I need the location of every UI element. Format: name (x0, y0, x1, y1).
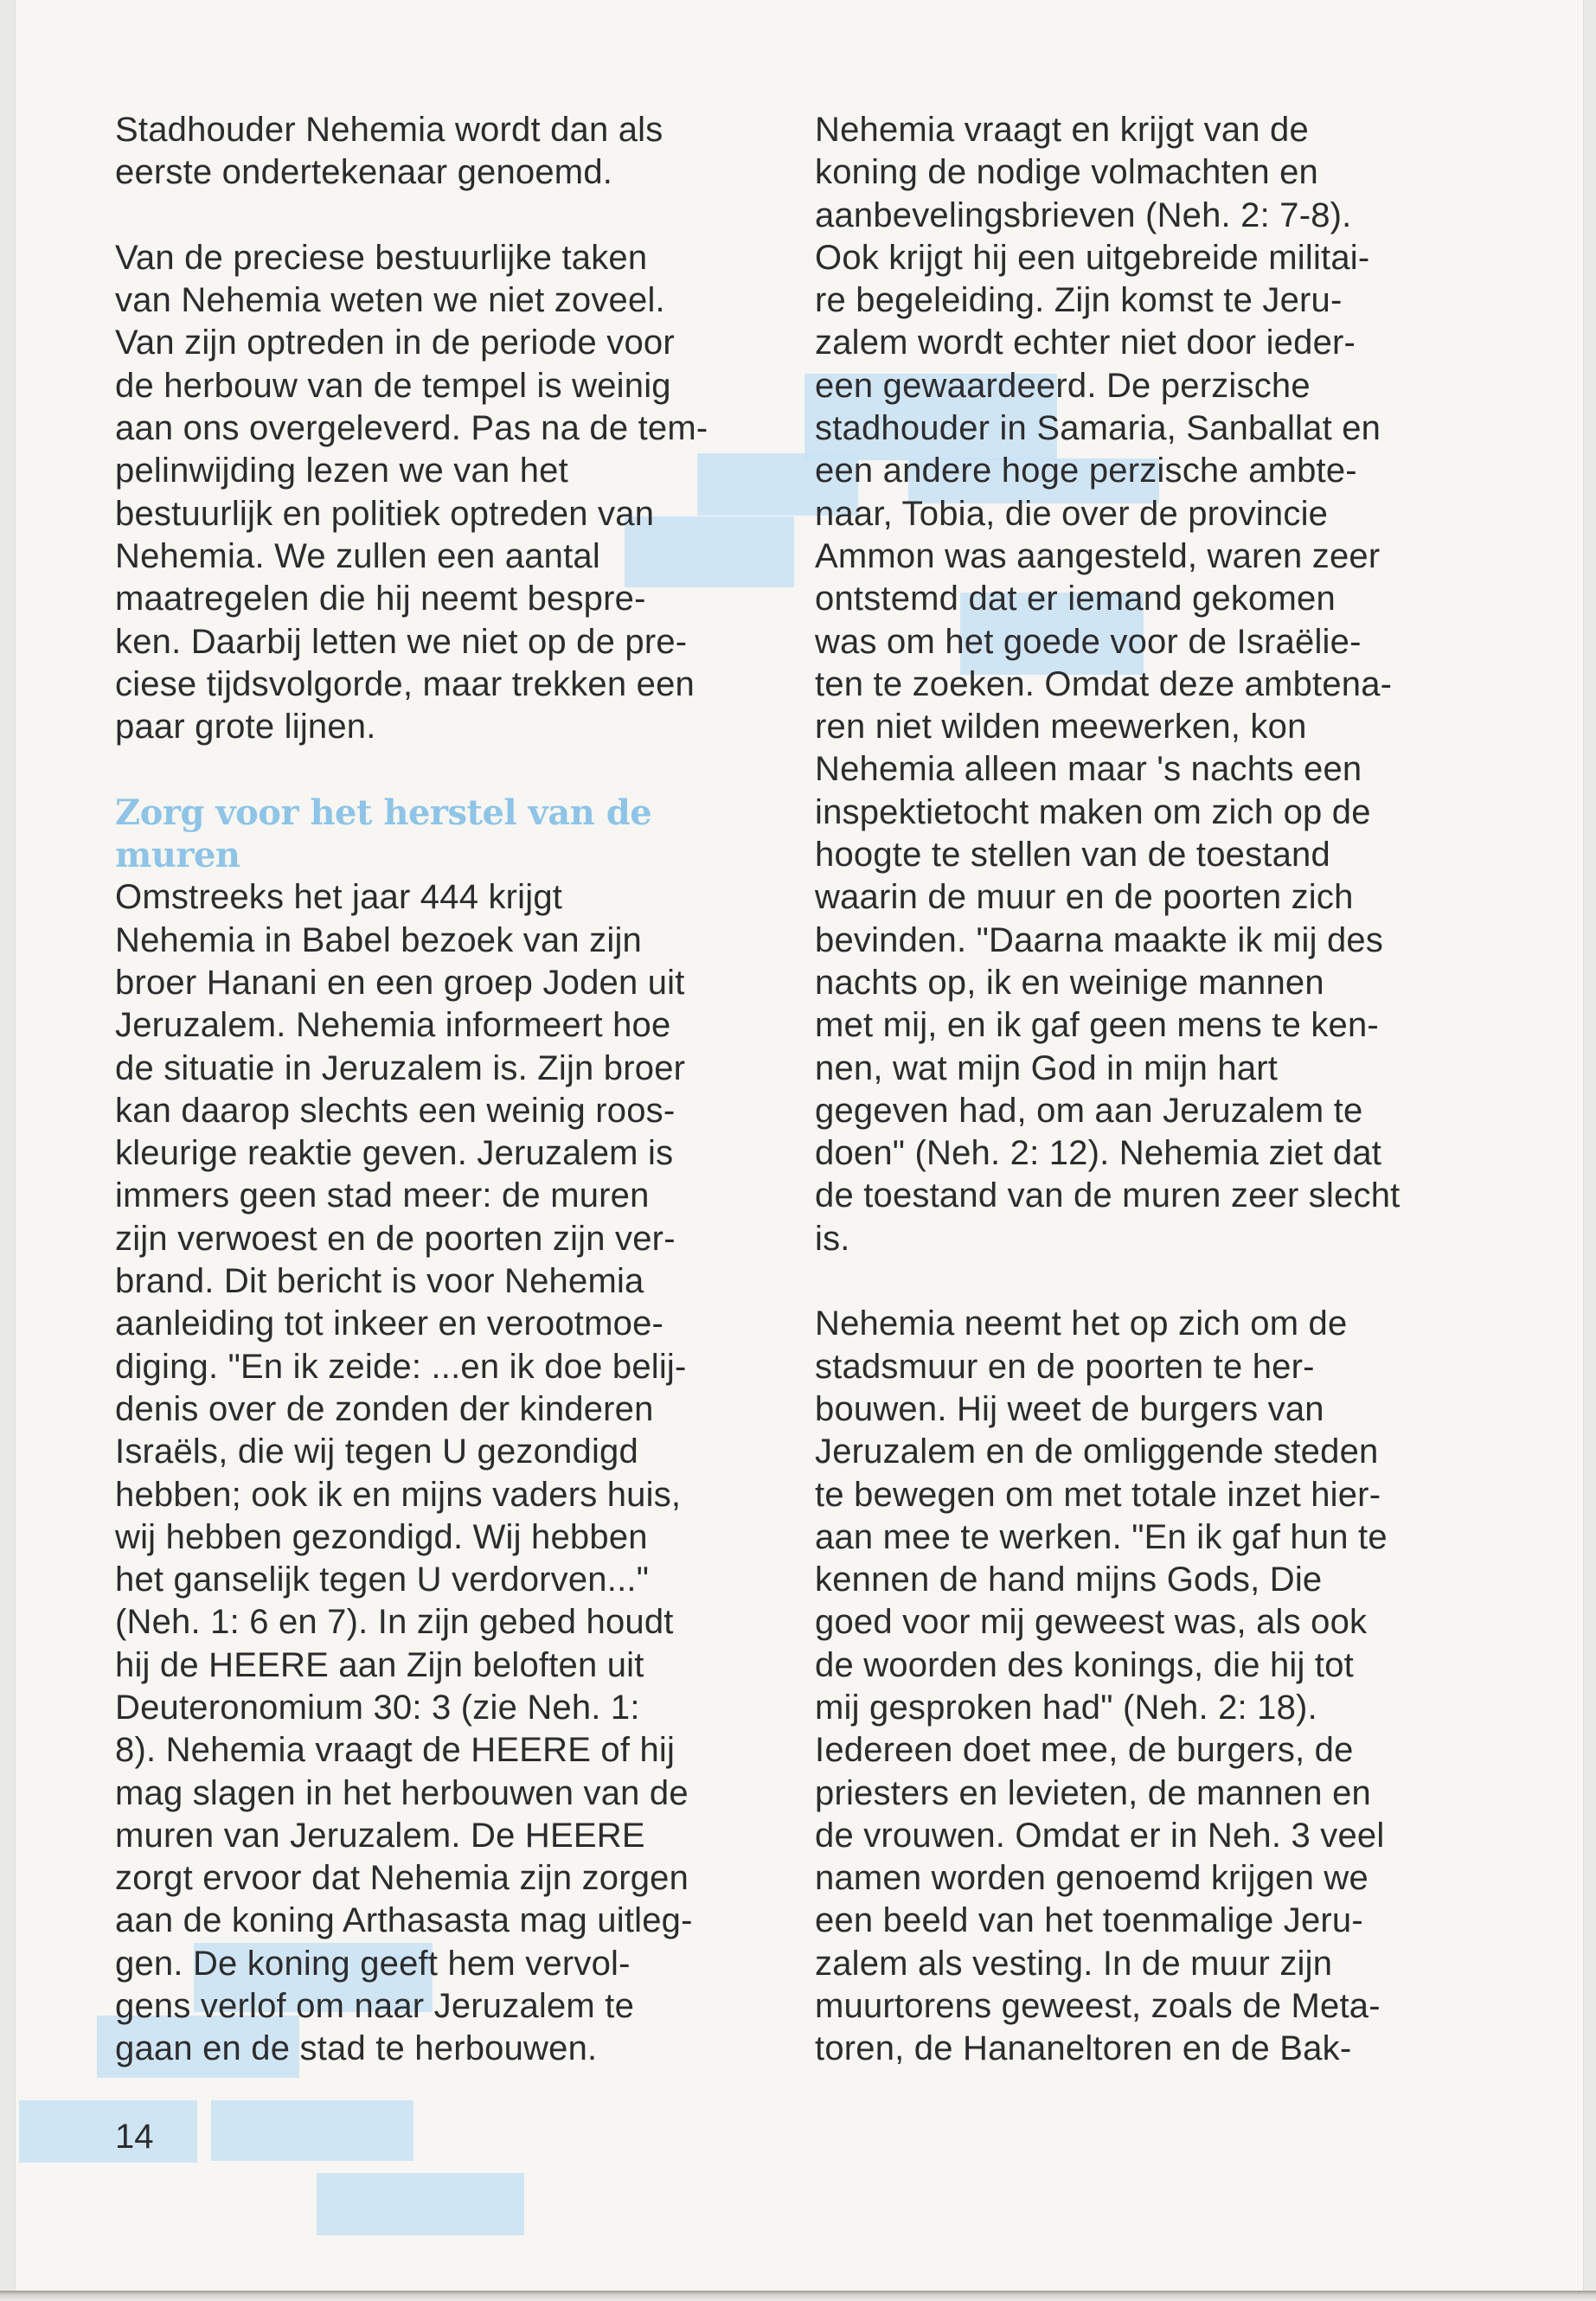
section-heading: Zorg voor het herstel van de (115, 792, 652, 833)
text-line: kan daarop slechts een weinig roos- (115, 1091, 676, 1130)
text-line: nen, wat mijn God in mijn hart (815, 1048, 1279, 1087)
text-line: bouwen. Hij weet de burgers van (815, 1389, 1324, 1428)
highlight-block (317, 2173, 524, 2235)
text-line: pelinwijding lezen we van het (115, 452, 568, 490)
text-line: stadsmuur en de poorten te her- (815, 1347, 1315, 1386)
text-line: aan de koning Arthasasta mag uitleg- (115, 1901, 693, 1940)
text-line: gaan en de stad te herbouwen. (115, 2029, 598, 2068)
text-line: aan ons overgeleverd. Pas na de tem- (115, 409, 708, 448)
text-line: zalem wordt echter niet door ieder- (815, 324, 1356, 362)
text-line: re begeleiding. Zijn komst te Jeru- (815, 281, 1343, 320)
text-line: kleurige reaktie geven. Jeruzalem is (115, 1134, 674, 1173)
text-line: een beeld van het toenmalige Jeru- (815, 1901, 1363, 1940)
text-line: gen. De koning geeft hem vervol- (115, 1944, 631, 1983)
text-line: (Neh. 1: 6 en 7). In zijn gebed houdt (115, 1603, 674, 1642)
text-line: zijn verwoest en de poorten zijn ver- (115, 1219, 676, 1258)
page-number: 14 (115, 2118, 154, 2156)
text-line: de vrouwen. Omdat er in Neh. 3 veel (815, 1816, 1385, 1855)
text-line: aanleiding tot inkeer en verootmoe- (115, 1304, 664, 1343)
text-line: hebben; ook ik en mijns vaders huis, (115, 1475, 682, 1514)
text-line: zorgt ervoor dat Nehemia zijn zorgen (115, 1859, 689, 1898)
text-line: Nehemia vraagt en krijgt van de (815, 111, 1309, 149)
text-line: de toestand van de muren zeer slecht (815, 1176, 1401, 1215)
text-line: waarin de muur en de poorten zich (815, 878, 1354, 917)
text-line: naar, Tobia, die over de provincie (815, 494, 1329, 533)
text-line: doen" (Neh. 2: 12). Nehemia ziet dat (815, 1134, 1382, 1173)
text-line: de situatie in Jeruzalem is. Zijn broer (115, 1048, 686, 1087)
text-line: een gewaardeerd. De perzische (815, 366, 1311, 405)
text-line: ciese tijdsvolgorde, maar trekken een (115, 664, 695, 703)
text-line: Ook krijgt hij een uitgebreide militai- (815, 238, 1370, 277)
text-line: Ammon was aangesteld, waren zeer (815, 536, 1381, 575)
text-line: muurtorens geweest, zoals de Meta- (815, 1987, 1381, 2026)
text-line: inspektietocht maken om zich op de (815, 792, 1371, 831)
highlight-block (19, 2100, 197, 2163)
text-line: bestuurlijk en politiek optreden van (115, 494, 655, 533)
text-line: muren van Jeruzalem. De HEERE (115, 1816, 645, 1855)
text-line: mij gesproken had" (Neh. 2: 18). (815, 1688, 1317, 1727)
text-line: eerste ondertekenaar genoemd. (115, 153, 613, 192)
text-line: hij de HEERE aan Zijn beloften uit (115, 1645, 644, 1684)
text-line: Nehemia alleen maar 's nachts een (815, 750, 1362, 789)
text-line: Van zijn optreden in de periode voor (115, 324, 675, 362)
text-line: aan mee te werken. "En ik gaf hun te (815, 1517, 1388, 1556)
text-line: mag slagen in het herbouwen van de (115, 1773, 689, 1812)
text-line: broer Hanani en een groep Joden uit (115, 963, 685, 1002)
text-line: Nehemia. We zullen een aantal (115, 536, 600, 575)
text-line: bevinden. "Daarna maakte ik mij des (815, 920, 1384, 959)
text-line: is. (815, 1219, 850, 1258)
text-line: brand. Dit bericht is voor Nehemia (115, 1262, 644, 1301)
text-line: Israëls, die wij tegen U gezondigd (115, 1433, 638, 1471)
text-line: te bewegen om met totale inzet hier- (815, 1475, 1381, 1514)
text-line: 8). Nehemia vraagt de HEERE of hij (115, 1731, 676, 1770)
text-line: goed voor mij geweest was, als ook (815, 1603, 1368, 1642)
text-line: Van de preciese bestuurlijke taken (115, 238, 648, 277)
text-line: diging. "En ik zeide: ...en ik doe belij- (115, 1347, 687, 1386)
text-line: het ganselijk tegen U verdorven..." (115, 1561, 650, 1599)
text-line: de woorden des konings, die hij tot (815, 1645, 1354, 1684)
text-line: Omstreeks het jaar 444 krijgt (115, 878, 563, 917)
text-line: wij hebben gezondigd. Wij hebben (115, 1517, 648, 1556)
text-line: Iedereen doet mee, de burgers, de (815, 1731, 1354, 1770)
text-line: stadhouder in Samaria, Sanballat en (815, 409, 1381, 448)
text-line: ken. Daarbij letten we niet op de pre- (115, 622, 688, 661)
text-line: met mij, en ik gaf geen mens te ken- (815, 1006, 1379, 1045)
text-line: hoogte te stellen van de toestand (815, 836, 1330, 875)
text-line: Jeruzalem. Nehemia informeert hoe (115, 1006, 671, 1045)
section-heading: muren (115, 835, 240, 876)
text-line: immers geen stad meer: de muren (115, 1176, 650, 1215)
text-line: was om het goede voor de Israëlie- (815, 622, 1362, 661)
text-line: de herbouw van de tempel is weinig (115, 366, 671, 405)
text-line: toren, de Hananeltoren en de Bak- (815, 2029, 1352, 2068)
right-column (815, 109, 1455, 2071)
text-line: nachts op, ik en weinige mannen (815, 963, 1324, 1002)
text-line: aanbevelingsbrieven (Neh. 2: 7-8). (815, 195, 1352, 234)
text-line: Deuteronomium 30: 3 (zie Neh. 1: (115, 1688, 640, 1727)
text-line: van Nehemia weten we niet zoveel. (115, 281, 665, 320)
text-line: paar grote lijnen. (115, 708, 376, 747)
left-column (115, 109, 755, 2071)
text-line: namen worden genoemd krijgen we (815, 1859, 1368, 1898)
text-line: ontstemd dat er iemand gekomen (815, 580, 1336, 619)
text-line: koning de nodige volmachten en (815, 153, 1318, 192)
text-line: denis over de zonden der kinderen (115, 1389, 654, 1428)
highlight-block (211, 2100, 413, 2161)
text-line: ten te zoeken. Omdat deze ambtena- (815, 664, 1393, 703)
text-line: gegeven had, om aan Jeruzalem te (815, 1091, 1363, 1130)
text-line: een andere hoge perzische ambte- (815, 452, 1357, 490)
text-line: zalem als vesting. In de muur zijn (815, 1944, 1333, 1983)
text-line: Nehemia neemt het op zich om de (815, 1304, 1348, 1343)
text-line: Nehemia in Babel bezoek van zijn (115, 920, 642, 959)
text-line: Stadhouder Nehemia wordt dan als (115, 111, 663, 149)
page-bottom-edge (0, 2291, 1596, 2301)
text-line: maatregelen die hij neemt bespre- (115, 580, 646, 619)
text-line: kennen de hand mijns Gods, Die (815, 1561, 1323, 1599)
text-line: ren niet wilden meewerken, kon (815, 708, 1307, 747)
text-line: priesters en levieten, de mannen en (815, 1773, 1371, 1812)
text-line: gens verlof om naar Jeruzalem te (115, 1987, 635, 2026)
text-line: Jeruzalem en de omliggende steden (815, 1433, 1379, 1471)
